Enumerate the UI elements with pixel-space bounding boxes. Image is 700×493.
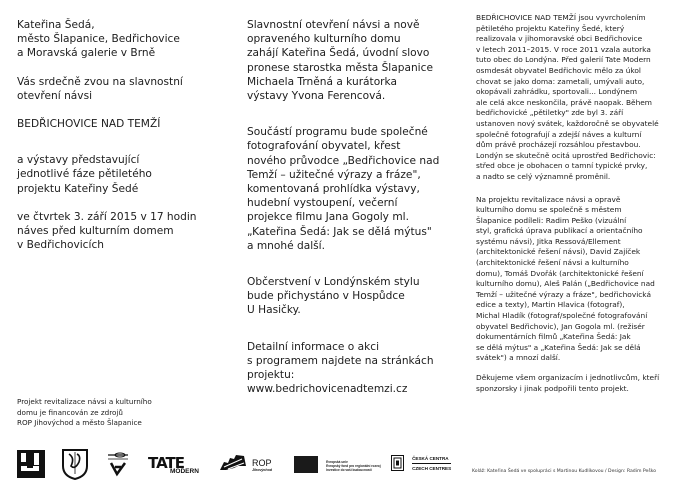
czech-centres-logo xyxy=(391,455,451,474)
cc-logo-text-top: ČESKÁ CENTRA xyxy=(412,456,451,464)
event-datetime: ve čtvrtek 3. září 2015 v 17 hodin náves před kulturním domem v Bedřichovicích xyxy=(17,210,197,252)
opening-text: Slavnostní otevření návsi a nově opraveného kulturního domu zahájí Kateřina Šedá, úvodní slovo pronese starostka města Šlapanice Michaela Trněná a kurátorka výstavy Yvona Ferencová. xyxy=(247,19,433,103)
eu-flag xyxy=(294,456,318,473)
column-invitation xyxy=(17,18,232,266)
thanks-text: Děkujeme všem organizacím i jednotlivcům, kteří sponzorsky i jinak podpořili tento projekt. xyxy=(476,373,660,393)
exhibition-text: a výstavy představující jednotlivé fáze pětiletého projektu Kateřiny Šedé xyxy=(17,154,152,195)
village-emblem-logo xyxy=(106,450,130,482)
invite-text: Vás srdečně zvou na slavnostní otevření návsi xyxy=(17,75,183,102)
rop-logo-subtext: Jihovýchod xyxy=(252,468,272,472)
eu-logo-text: Evropská unie Evropský fond pro regionální rozvoj Investice do vaší budoucnosti xyxy=(326,460,381,472)
cc-logo-text-bottom: CZECH CENTRES xyxy=(412,466,452,471)
modern-logo-text: MODERN xyxy=(170,468,199,475)
rop-logo xyxy=(218,454,272,478)
funding-note: Projekt revitalizace návsi a kulturního domu je financován ze zdrojů ROP Jihovýchod a město Šlapanice xyxy=(17,397,152,428)
tate-modern-logo xyxy=(148,454,199,475)
refreshments-text: Občerstvení v Londýnském stylu bude přichystáno v Hospůdce U Hasičky. xyxy=(247,276,420,317)
rop-logo-text: ROP xyxy=(252,458,272,468)
program-text: Součástí programu bude společné fotografování obyvatel, křest nového průvodce „Bedřichovice nad Temží – užitečné výrazy a fráze", komentovaná prohlídka výstavy, hudební vystoupení, večerní projekce filmu Jana Gogoly ml. „Kateřina Šedá: Jak se dělá mýtus" a mnohé další. xyxy=(247,126,440,252)
column-program xyxy=(247,18,462,410)
collaborators-text: Na projektu revitalizace návsi a opravě kulturního domu se společně s městem Šlapanice podíleli: Radim Peško (vizuální styl, grafická úprava publikací a orientačního systému návsi), Jitka Ressová/Ellement (architektonické řešení návsi), David Zajíček (architektonické řešení návsi a kulturního domu), Tomáš Dvořák (architektonické řešení kulturního domu), Aleš Palán („Bedřichovice nad Temží – užitečné výrazy a fráze", bedřichovická edice a texty), Martin Hlavica (fotograf), Michal Hladík (fotograf/společné fotografování obyvatel Bedřichovic), Jan Gogola ml. (režisér dokumentárních filmů „Kateřina Šedá: Jak se dělá mýtus" a „Kateřina Šedá: Jak se dělá svátek") a mnozí další. xyxy=(476,194,655,363)
organizers: Kateřina Šedá, město Šlapanice, Bedřichovice a Moravská galerie v Brně xyxy=(17,19,180,60)
column-about xyxy=(476,13,690,403)
moravian-gallery-logo xyxy=(17,450,45,482)
about-text: BEDŘICHOVICE NAD TEMŽÍ jsou vyvrcholením pětiletého projektu Kateřiny Šedé, který realizovala v jihomoravské obci Bedřichovice v letech 2011–2015. V roce 2011 vzala autorka tuto obec do Londýna. Před galerií Tate Modern osmdesát obyvatel Bedřichovic mělo za úkol chovat se jako doma: zametali, umývali auto, okopávali zahrádku, sportovali... Londýnem ale celá akce neskončila, právě naopak. Během bedřichovické „pětiletky" zde byl 3. září ustanoven nový svátek, každoročně se obyvatelé společně fotografují a zdejší náves a kulturní dům právě procházejí rozsáhlou přestavbou. Londýn se skutečně ocitá uprostřed Bedřichovic: střed obce je obohacen o tamní typické prvky, a nadto se celý významně proměnil. xyxy=(476,13,659,181)
event-title: BEDŘICHOVICE NAD TEMŽÍ xyxy=(17,118,161,131)
design-credit: Koláž: Kateřina Šedá ve spolupráci s Martinou Kudlíkovou / Design: Radim Peško xyxy=(472,469,657,474)
eu-fund-logo xyxy=(294,456,381,475)
info-text: Detailní informace o akci s programem najdete na stránkách projektu: www.bedrichovicenadtemzi.cz xyxy=(247,340,434,396)
coat-of-arms-logo xyxy=(61,448,89,484)
tate-logo-text: TATE xyxy=(148,454,184,472)
sponsor-logos xyxy=(0,448,470,478)
